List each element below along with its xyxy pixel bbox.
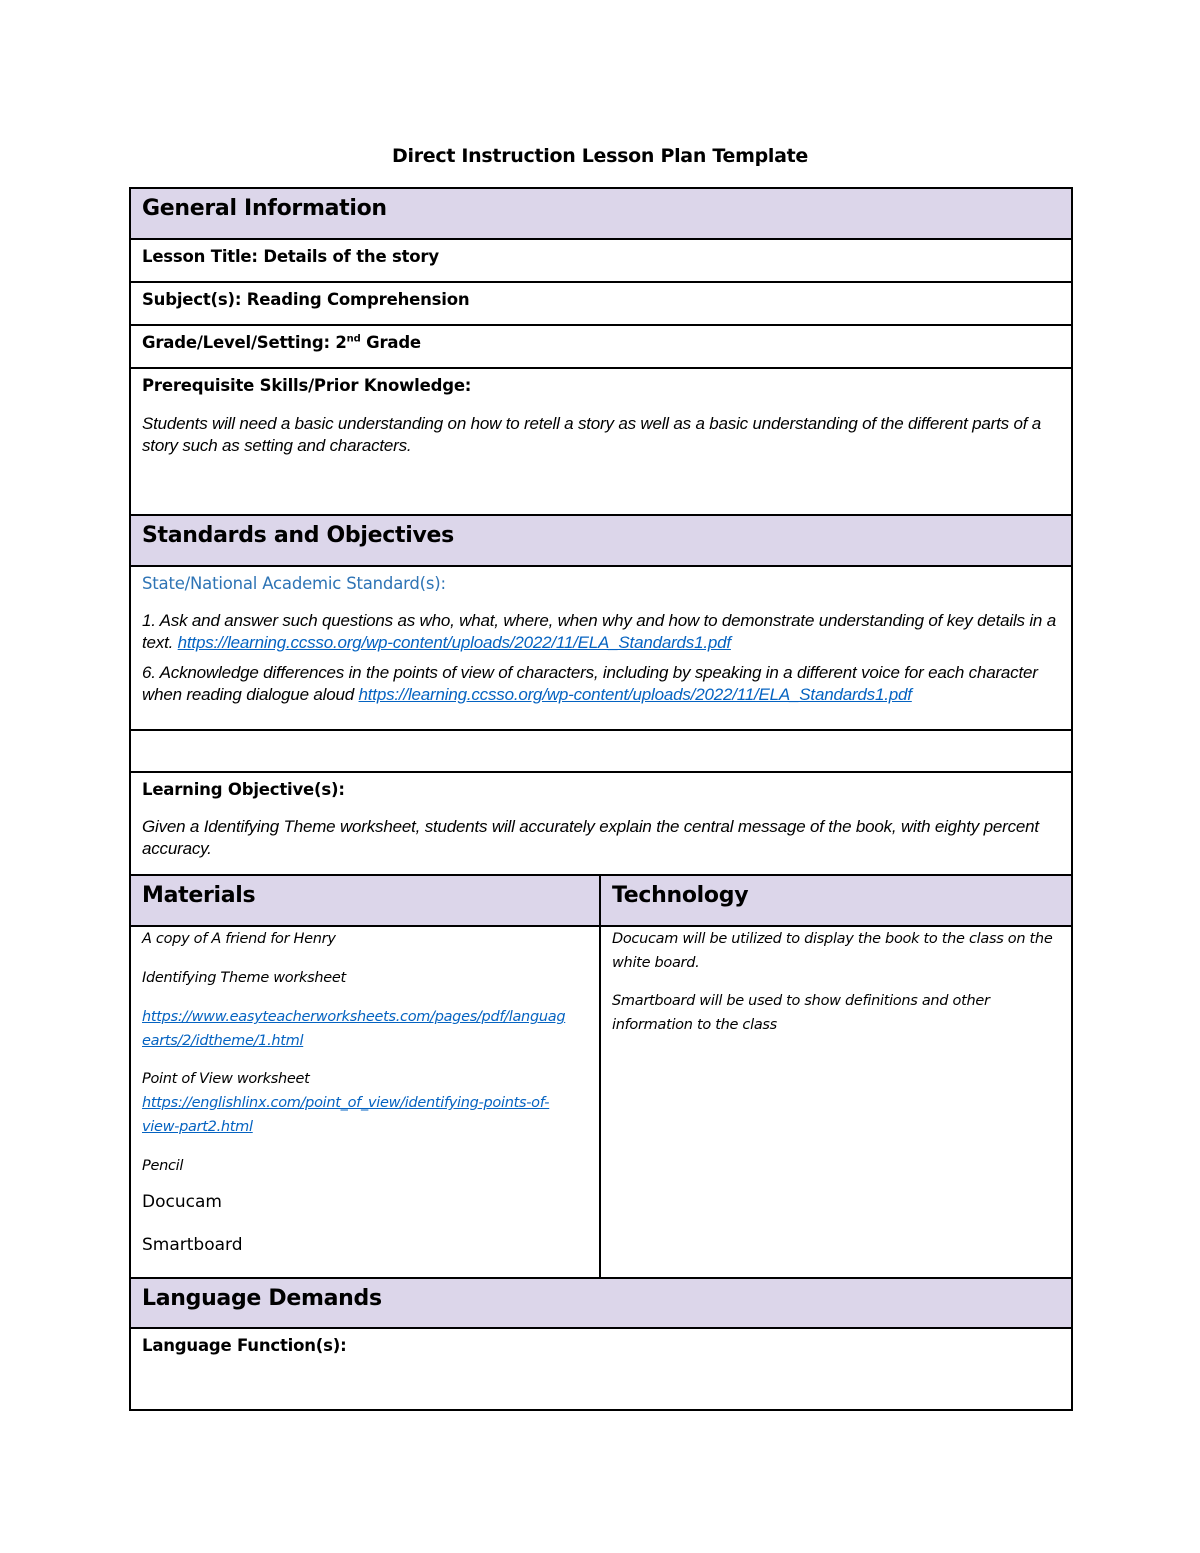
standards-objectives-title: Standards and Objectives (142, 523, 454, 548)
technology-title: Technology (612, 883, 749, 908)
materials-pov-link[interactable] (142, 1091, 588, 1139)
prerequisite-label: Prerequisite Skills/Prior Knowledge: (142, 376, 472, 395)
theme-link-part-2[interactable]: earts/2/idtheme/1.html (142, 1033, 304, 1049)
technology-docucam: Docucam will be utilized to display the book to the class on the white board. (612, 931, 1053, 971)
materials-pencil: Pencil (142, 1158, 184, 1174)
language-demands-header (130, 1278, 1072, 1328)
materials-title: Materials (142, 883, 256, 908)
materials-theme-worksheet: Identifying Theme worksheet (142, 970, 346, 986)
materials-smartboard: Smartboard (142, 1235, 243, 1255)
learning-objective-text: Given a Identifying Theme worksheet, students will accurately explain the central message of the book, with eighty percent accuracy. (142, 817, 1039, 858)
technology-smartboard: Smartboard will be used to show definitions and other information to the class (612, 993, 990, 1033)
pov-link-part-2[interactable]: view-part2.html (142, 1119, 253, 1135)
standard-6-text: 6. Acknowledge differences in the points of view of characters, including by speaking in a different voice for each character when reading dialogue aloud (142, 663, 1038, 704)
empty-row (130, 730, 1072, 772)
materials-theme-link[interactable] (142, 1005, 588, 1053)
state-standards-label: State/National Academic Standard(s): (142, 574, 446, 593)
standard-6-link[interactable]: https://learning.ccsso.org/wp-content/uploads/2022/11/ELA_Standards1.pdf (358, 685, 912, 704)
standards-row (130, 566, 1072, 730)
grade-superscript: nd (346, 333, 361, 345)
language-function-row (130, 1328, 1072, 1410)
theme-link-part-1[interactable]: https://www.easyteacherworksheets.com/pages/pdf/languag (142, 1009, 566, 1025)
grade-suffix: Grade (360, 333, 421, 352)
grade-prefix: Grade/Level/Setting: 2 (142, 333, 347, 352)
standard-6 (142, 662, 1060, 706)
standard-1-text: 1. Ask and answer such questions as who, what, where, when why and how to demonstrate understanding of key details in a text. (142, 611, 1056, 652)
materials-header (130, 875, 600, 926)
lesson-plan-table (129, 187, 1073, 1411)
general-information-header (130, 188, 1072, 239)
materials-book: A copy of A friend for Henry (142, 931, 336, 947)
subjects-row (130, 282, 1072, 325)
technology-cell (600, 926, 1072, 1278)
general-information-title: General Information (142, 196, 387, 221)
document-title: Direct Instruction Lesson Plan Template (392, 145, 808, 167)
grade-row (130, 325, 1072, 368)
lesson-title: Lesson Title: Details of the story (142, 247, 439, 266)
materials-pov-worksheet: Point of View worksheet (142, 1071, 310, 1087)
subjects: Subject(s): Reading Comprehension (142, 290, 470, 309)
learning-objective-label: Learning Objective(s): (142, 780, 345, 799)
lesson-title-row (130, 239, 1072, 282)
grade-level-setting (142, 333, 1060, 352)
standard-1 (142, 610, 1060, 654)
technology-header (600, 875, 1072, 926)
prerequisite-row (130, 368, 1072, 515)
standard-1-link[interactable]: https://learning.ccsso.org/wp-content/uploads/2022/11/ELA_Standards1.pdf (177, 633, 731, 652)
language-demands-title: Language Demands (142, 1286, 382, 1311)
learning-objective-row (130, 772, 1072, 875)
pov-link-part-1[interactable]: https://englishlinx.com/point_of_view/identifying-points-of- (142, 1095, 550, 1111)
prerequisite-text: Students will need a basic understanding on how to retell a story as well as a basic understanding of the different parts of a story such as setting and characters. (142, 414, 1042, 455)
materials-cell (130, 926, 600, 1278)
language-function-label: Language Function(s): (142, 1336, 347, 1355)
standards-objectives-header (130, 515, 1072, 566)
materials-docucam: Docucam (142, 1192, 222, 1212)
